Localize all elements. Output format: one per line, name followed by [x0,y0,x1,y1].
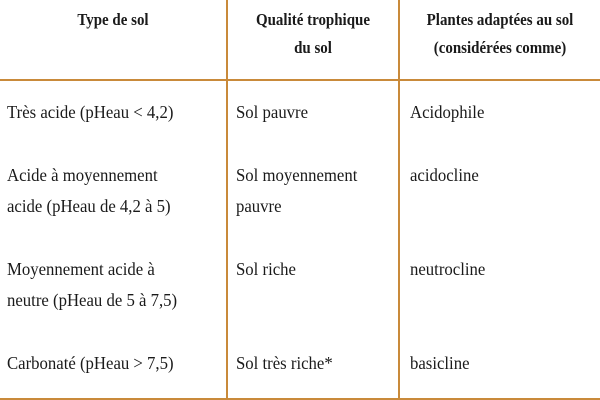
cell-text: neutrocline [410,259,486,279]
cell-text: Acidophile [410,102,485,122]
header-divider [0,79,600,81]
cell-trophic-quality [236,160,357,222]
cell-trophic-quality [236,348,333,379]
cell-adapted-plants [410,348,470,379]
cell-text: Sol pauvre [236,102,309,122]
column-divider [226,0,228,398]
header-adapted-plants-line2: (considérées comme) [433,38,567,57]
header-trophic-quality-line1: Qualité trophique [255,10,371,29]
cell-text: Très acide (pHeau < 4,2) [7,102,174,122]
cell-text: Carbonaté (pHeau > 7,5) [7,353,174,373]
cell-adapted-plants [410,160,479,191]
column-divider [398,0,400,398]
cell-adapted-plants [410,97,484,128]
cell-text: acide (pHeau de 4,2 à 5) [7,196,171,216]
cell-text: Sol très riche* [236,353,333,373]
cell-text: neutre (pHeau de 5 à 7,5) [7,290,178,310]
cell-text: Sol moyennement [236,165,358,185]
cell-text: acidocline [410,165,479,185]
header-adapted-plants [412,6,588,62]
cell-soil-type [7,160,171,222]
header-trophic-quality [238,6,388,62]
cell-text: pauvre [236,196,282,216]
cell-soil-type [7,97,173,128]
cell-trophic-quality [236,97,308,128]
header-trophic-quality-line2: du sol [294,38,332,57]
cell-text: Sol riche [236,259,296,279]
cell-soil-type [7,254,177,316]
header-soil-type-text: Type de sol [77,10,149,29]
header-adapted-plants-line1: Plantes adaptées au sol [426,10,574,29]
header-soil-type [14,6,213,34]
cell-text: Acide à moyennement [7,165,158,185]
cell-text: basicline [410,353,470,373]
cell-adapted-plants [410,254,485,285]
cell-trophic-quality [236,254,296,285]
cell-soil-type [7,348,174,379]
cell-text: Moyennement acide à [7,259,155,279]
